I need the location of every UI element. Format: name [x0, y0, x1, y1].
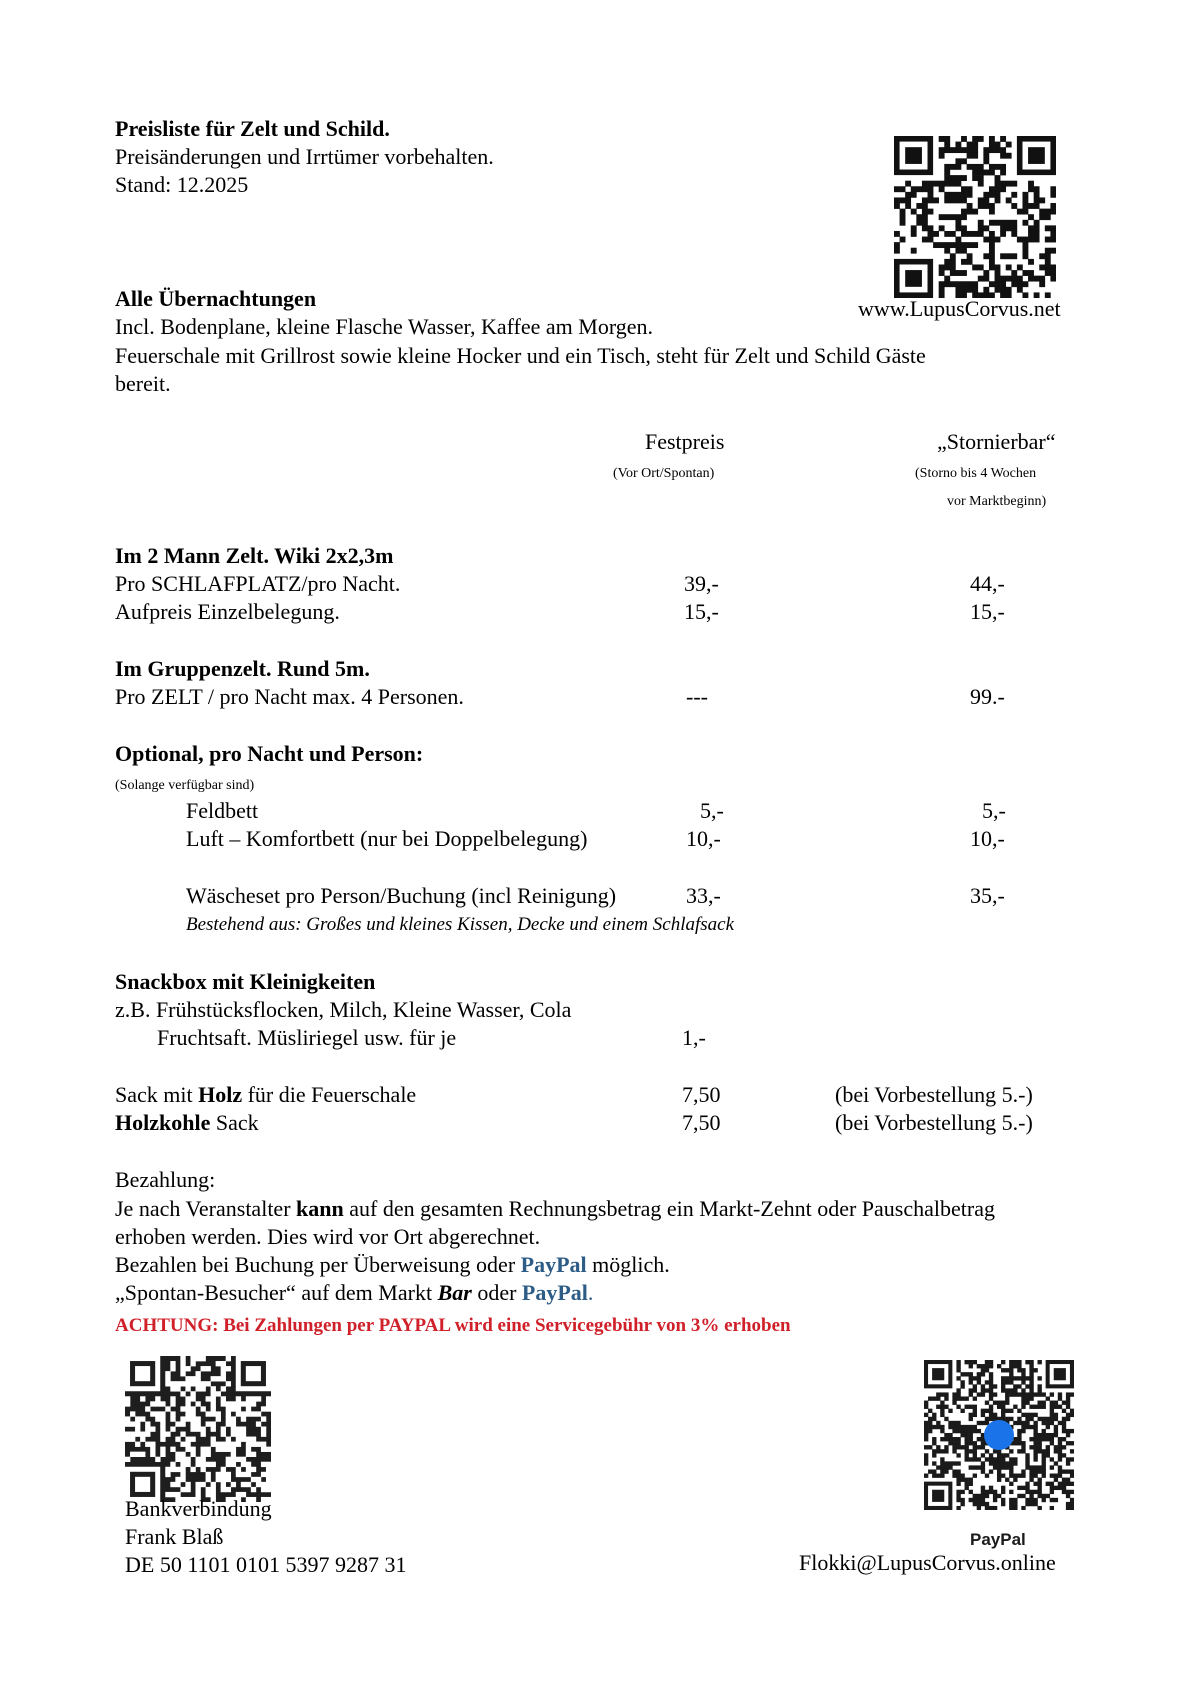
firewood-price: 7,50: [682, 1082, 721, 1107]
tent2-heading: Im 2 Mann Zelt. Wiki 2x2,3m: [115, 543, 394, 568]
price-row-fixed: 5,-: [700, 798, 724, 823]
payment-line-4: „Spontan-Besucher“ auf dem Markt Bar oder PayPal.: [115, 1280, 594, 1305]
payment-line-3: Bezahlen bei Buchung per Überweisung oder PayPal möglich.: [115, 1252, 670, 1277]
price-row-label: Feldbett: [186, 798, 259, 823]
price-row-label: Pro SCHLAFPLATZ/pro Nacht.: [115, 571, 401, 596]
price-row-fixed: 33,-: [686, 883, 721, 908]
price-row-cancel: 5,-: [982, 798, 1006, 823]
price-row-cancel: 10,-: [970, 826, 1005, 851]
payment-line-2: erhoben werden. Dies wird vor Ort abgerechnet.: [115, 1224, 541, 1249]
price-row-label: Wäscheset pro Person/Buchung (incl Reinigung): [186, 883, 617, 908]
charcoal-label: Holzkohle Sack: [115, 1110, 259, 1135]
payment-line-1: Je nach Veranstalter kann auf den gesamten Rechnungsbetrag ein Markt-Zehnt oder Pauschalbetrag: [115, 1196, 995, 1221]
price-row-fixed: 15,-: [684, 599, 719, 624]
price-row-fixed: 10,-: [686, 826, 721, 851]
bank-qr-code: [125, 1356, 271, 1502]
paypal-qr-code: [924, 1360, 1074, 1510]
paypal-logo: PayPal: [970, 1530, 1026, 1549]
paypal-link[interactable]: PayPal: [520, 1252, 587, 1277]
website-qr-code: [894, 136, 1056, 298]
group-heading: Im Gruppenzelt. Rund 5m.: [115, 656, 370, 681]
bank-label: Bankverbindung: [125, 1496, 272, 1521]
snack-price: 1,-: [682, 1025, 706, 1050]
optional-note: (Solange verfügbar sind): [115, 778, 255, 793]
snack-heading: Snackbox mit Kleinigkeiten: [115, 969, 376, 994]
price-row-cancel: 15,-: [970, 599, 1005, 624]
snack-line-2: Fruchtsaft. Müsliriegel usw. für je: [157, 1025, 457, 1050]
optional-heading: Optional, pro Nacht und Person:: [115, 741, 424, 766]
price-row-cancel: 35,-: [970, 883, 1005, 908]
firewood-label: Sack mit Holz für die Feuerschale: [115, 1082, 417, 1107]
column-fixed-price: Festpreis: [645, 429, 725, 454]
paypal-fee-warning: ACHTUNG: Bei Zahlungen per PAYPAL wird eine Servicegebühr von 3% erhoben: [115, 1315, 791, 1336]
column-fixed-note: (Vor Ort/Spontan): [613, 466, 715, 481]
disclaimer: Preisänderungen und Irrtümer vorbehalten.: [115, 144, 494, 169]
column-cancellable: „Stornierbar“: [937, 429, 1056, 454]
column-cancel-note-1: (Storno bis 4 Wochen: [915, 466, 1037, 481]
overnight-line-2: Feuerschale mit Grillrost sowie kleine Hocker und ein Tisch, steht für Zelt und Schild Gäste: [115, 343, 926, 368]
column-cancel-note-2: vor Marktbeginn): [947, 494, 1047, 509]
price-row-fixed: 39,-: [684, 571, 719, 596]
snack-line-1: z.B. Frühstücksflocken, Milch, Kleine Wasser, Cola: [115, 997, 572, 1022]
overnight-heading: Alle Übernachtungen: [115, 286, 317, 311]
bank-iban: DE 50 1101 0101 5397 9287 31: [125, 1552, 407, 1577]
linen-set-detail: Bestehend aus: Großes und kleines Kissen, Decke und einem Schlafsack: [186, 914, 735, 935]
overnight-line-3: bereit.: [115, 371, 171, 396]
overnight-line-1: Incl. Bodenplane, kleine Flasche Wasser, Kaffee am Morgen.: [115, 314, 654, 339]
price-row-fixed: ---: [686, 684, 708, 709]
page-title: Preisliste für Zelt und Schild.: [115, 116, 390, 141]
price-row-label: Aufpreis Einzelbelegung.: [115, 599, 340, 624]
charcoal-preorder-note: (bei Vorbestellung 5.-): [835, 1110, 1033, 1135]
paypal-link[interactable]: PayPal: [521, 1280, 588, 1305]
price-row-cancel: 44,-: [970, 571, 1005, 596]
stand-date: Stand: 12.2025: [115, 172, 249, 197]
website-url[interactable]: www.LupusCorvus.net: [858, 296, 1061, 321]
price-row-label: Luft – Komfortbett (nur bei Doppelbelegung): [186, 826, 588, 851]
firewood-preorder-note: (bei Vorbestellung 5.-): [835, 1082, 1033, 1107]
charcoal-price: 7,50: [682, 1110, 721, 1135]
price-row-cancel: 99.-: [970, 684, 1005, 709]
paypal-email[interactable]: Flokki@LupusCorvus.online: [799, 1550, 1056, 1575]
payment-heading: Bezahlung:: [115, 1167, 216, 1192]
bank-account-holder: Frank Blaß: [125, 1524, 224, 1549]
price-row-label: Pro ZELT / pro Nacht max. 4 Personen.: [115, 684, 464, 709]
